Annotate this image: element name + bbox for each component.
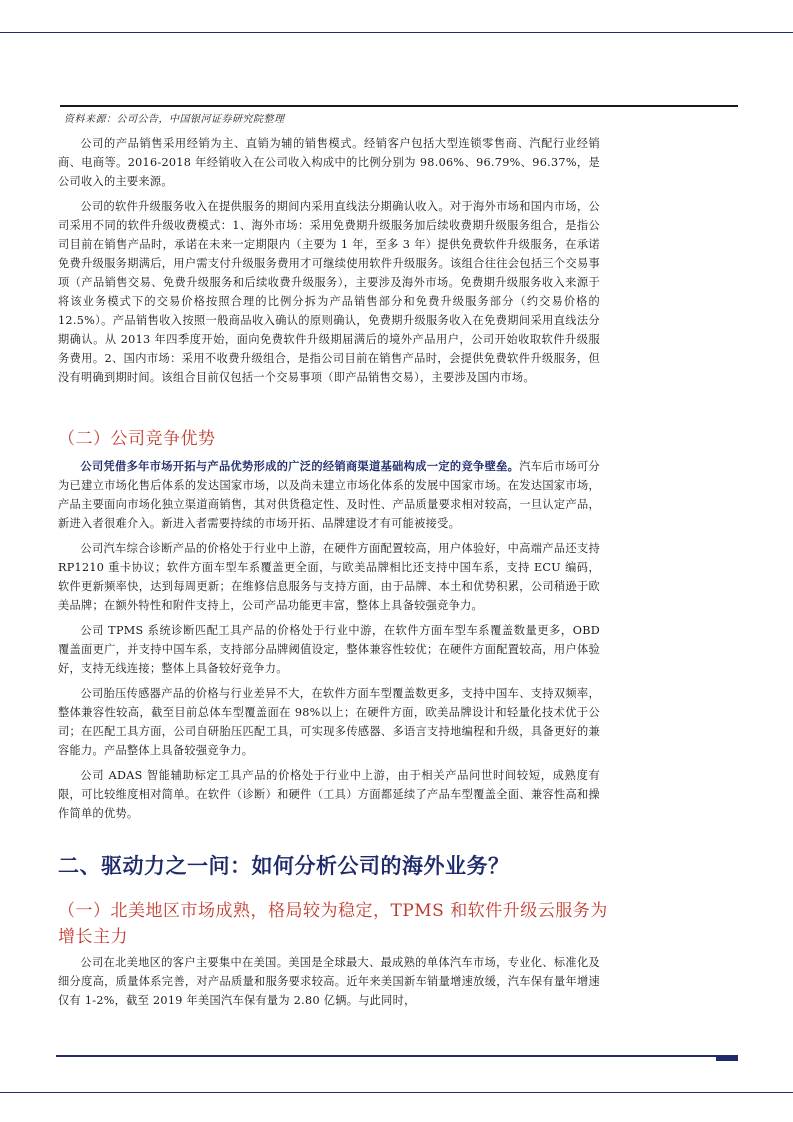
channel-barrier-lead: 公司凭借多年市场开拓与产品优势形成的广泛的经销商渠道基础构成一定的竞争壁垒。	[80, 459, 520, 473]
paragraph-software-upgrade: 公司的软件升级服务收入在提供服务的期间内采用直线法分期确认收入。对于海外市场和国内市场，公司采用不同的软件升级收费模式：1、海外市场：采用免费期升级服务加后续收费期升级服务组合，是指公司目前在销售产品时，承诺在未来一定期限内（主要为 1 年，至多 3 年）提供免费软件升级服务，在承诺免费升级服务期满后，用户需支付升级服务费用才可继续使用软件升级服务。该组合往往会包括三个交易事项（产品销售交易、免费升级服务和后续收费升级服务），主要涉及海外市场。免费期升级服务收入来源于将该业务模式下的交易价格按照合理的比例分拆为产品销售部分和免费升级服务部分（约交易价格的 12.5%）。产品销售收入按照一般商品收入确认的原则确认，免费期升级服务收入在免费期间采用直线法分期确认。从 2013 年四季度开始，面向免费软件升级期届满后的境外产品用户，公司开始收取软件升级服务费用。2、国内市场：采用不收费升级组合，是指公司目前在销售产品时，会提供免费软件升级服务，但没有明确到期时间。该组合目前仅包括一个交易事项（即产品销售交易），主要涉及国内市场。	[58, 200, 600, 384]
section-heading-overseas: 二、驱动力之一问：如何分析公司的海外业务？	[58, 853, 510, 878]
competition-text-block	[58, 457, 600, 829]
north-america-text-block	[58, 953, 600, 1016]
revenue-text-block	[58, 134, 600, 393]
paragraph-sales-model: 公司的产品销售采用经销为主、直销为辅的销售模式。经销客户包括大型连锁零售商、汽配行业经销商、电商等。2016-2018 年经销收入在公司收入构成中的比例分别为 98.06%、96.79%、96.37%，是公司收入的主要来源。	[58, 137, 600, 188]
channel-barrier-body: 汽车后市场可分为已建立市场化售后体系的发达国家市场，以及尚未建立市场化体系的发展中国家市场。在发达国家市场，产品主要面向市场化独立渠道商销售，其对供货稳定性、及时性、产品质量要求相对较高，一旦认定产品，新进入者很难介入。新进入者需要持续的市场开拓、品牌建设才有可能被接受。	[58, 460, 600, 530]
paragraph-tpms-sensors: 公司胎压传感器产品的价格与行业差异不大，在软件方面车型覆盖数更多，支持中国车、支持双频率，整体兼容性较高，截至目前总体车型覆盖面在 98%以上；在硬件方面，欧美品牌设计和轻量化技术优于公司；在匹配工具方面，公司自研胎压匹配工具，可实现多传感器、多语言支持地编程和升级，具备更好的兼容能力。产品整体上具备较强竞争力。	[58, 687, 600, 757]
paragraph-diagnostic-products: 公司汽车综合诊断产品的价格处于行业中上游，在硬件方面配置较高，用户体验好，中高端产品还支持 RP1210 重卡协议；软件方面车型车系覆盖更全面，与欧美品牌相比还支持中国车系，支持 ECU 编码，软件更新频率快，达到每周更新；在维修信息服务与支持方面，由于品牌、本土和优势积累，公司稍逊于欧美品牌；在额外特性和附件支持上，公司产品功能更丰富，整体上具备较强竞争力。	[58, 542, 600, 612]
section-heading-north-america: （一）北美地区市场成熟，格局较为稳定，TPMS 和软件升级云服务为增长主力	[58, 901, 608, 947]
paragraph-adas-tools: 公司 ADAS 智能辅助标定工具产品的价格处于行业中上游，由于相关产品问世时间较短，成熟度有限，可比较维度相对简单。在软件（诊断）和硬件（工具）方面都延续了产品车型覆盖全面、兼容性高和操作简单的优势。	[58, 769, 600, 820]
section-heading-competitive-advantage: （二）公司竞争优势	[58, 429, 216, 449]
paragraph-tpms-tools: 公司 TPMS 系统诊断匹配工具产品的价格处于行业中游，在软件方面车型车系覆盖数量更多，OBD 覆盖面更广，并支持中国车系，支持部分品牌阈值设定，整体兼容性较优；在硬件方面配置较高，用户体验好，支持无线连接；整体上具备较好竞争力。	[58, 624, 600, 675]
source-divider	[60, 105, 738, 107]
footer-tab-marker	[716, 1056, 738, 1061]
source-note: 资料来源：公司公告，中国银河证券研究院整理	[64, 114, 285, 125]
paragraph-us-market: 公司在北美地区的客户主要集中在美国。美国是全球最大、最成熟的单体汽车市场，专业化、标准化及细分度高，质量体系完善，对产品质量和服务要求较高。近年来美国新车销量增速放缓，汽车保有量年增速仅有 1-2%，截至 2019 年美国汽车保有量为 2.80 亿辆。与此同时，	[58, 956, 600, 1007]
header-rule	[0, 32, 793, 33]
footer-divider	[56, 1055, 738, 1057]
footer-rule	[0, 1092, 793, 1093]
paragraph-channel-barrier	[58, 457, 600, 533]
